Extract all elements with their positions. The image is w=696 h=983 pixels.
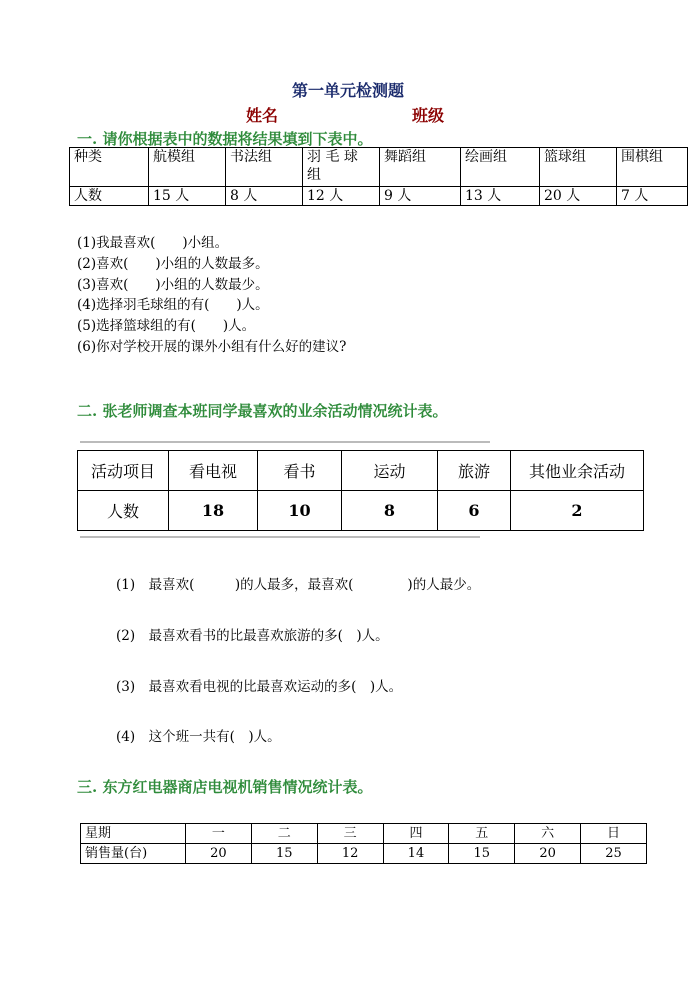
activity-cell: 运动 (342, 451, 438, 491)
category-cell: 舞蹈组 (380, 148, 461, 187)
day-cell: 一 (186, 824, 252, 844)
category-cell: 绘画组 (461, 148, 540, 187)
sales-cell: 25 (581, 844, 647, 864)
day-cell: 四 (383, 824, 449, 844)
table-row (78, 451, 644, 491)
count-cell: 7 人 (617, 187, 688, 206)
activity-cell: 看电视 (169, 451, 258, 491)
value-cell: 6 (438, 491, 511, 531)
faint-scan-line (80, 536, 480, 538)
category-cell: 羽 毛 球 组 (303, 148, 380, 187)
row-header: 种类 (70, 148, 149, 187)
section1-heading: 一. 请你根据表中的数据将结果填到下表中。 (77, 130, 373, 148)
count-cell: 15 人 (149, 187, 226, 206)
count-cell: 9 人 (380, 187, 461, 206)
category-cell: 围棋组 (617, 148, 688, 187)
table-row (81, 844, 647, 864)
question: (2) 最喜欢看书的比最喜欢旅游的多( )人。 (116, 628, 389, 644)
value-cell: 2 (511, 491, 644, 531)
activity-cell: 看书 (258, 451, 342, 491)
question: (5)选择篮球组的有( )人。 (77, 318, 256, 335)
value-cell: 18 (169, 491, 258, 531)
question: (4) 这个班一共有( )人。 (116, 729, 281, 745)
class-label: 班级 (412, 106, 445, 125)
section3-table (80, 823, 647, 864)
section1-questions (77, 233, 346, 358)
faint-scan-line (80, 441, 490, 443)
question: (4)选择羽毛球组的有( )人。 (77, 297, 269, 314)
category-cell: 书法组 (226, 148, 303, 187)
table-row (81, 824, 647, 844)
section2-heading: 二. 张老师调查本班同学最喜欢的业余活动情况统计表。 (77, 402, 448, 420)
table-row (70, 187, 688, 206)
question: (2)喜欢( )小组的人数最多。 (77, 255, 269, 272)
row-header: 星期 (81, 824, 186, 844)
row-header: 人数 (70, 187, 149, 206)
day-cell: 日 (581, 824, 647, 844)
row-header: 活动项目 (78, 451, 169, 491)
question: (6)你对学校开展的课外小组有什么好的建议? (77, 338, 347, 355)
table-row (78, 491, 644, 531)
count-cell: 20 人 (540, 187, 617, 206)
sales-cell: 14 (383, 844, 449, 864)
row-header: 人数 (78, 491, 169, 531)
section2-table (77, 450, 644, 531)
day-cell: 五 (449, 824, 515, 844)
category-cell: 篮球组 (540, 148, 617, 187)
value-cell: 8 (342, 491, 438, 531)
section3-heading: 三. 东方红电器商店电视机销售情况统计表。 (77, 778, 373, 796)
count-cell: 8 人 (226, 187, 303, 206)
table-row (70, 148, 688, 187)
name-label: 姓名 (246, 106, 279, 125)
day-cell: 二 (251, 824, 317, 844)
sales-cell: 12 (317, 844, 383, 864)
day-cell: 三 (317, 824, 383, 844)
count-cell: 12 人 (303, 187, 380, 206)
count-cell: 13 人 (461, 187, 540, 206)
activity-cell: 旅游 (438, 451, 511, 491)
page-title: 第一单元检测题 (291, 81, 404, 100)
sales-cell: 20 (186, 844, 252, 864)
sales-cell: 20 (515, 844, 581, 864)
day-cell: 六 (515, 824, 581, 844)
value-cell: 10 (258, 491, 342, 531)
question: (3)喜欢( )小组的人数最少。 (77, 276, 269, 293)
sales-cell: 15 (251, 844, 317, 864)
question: (3) 最喜欢看电视的比最喜欢运动的多( )人。 (116, 679, 403, 695)
section1-table (69, 147, 688, 206)
row-header: 销售量(台) (81, 844, 186, 864)
question: (1)我最喜欢( )小组。 (77, 235, 229, 251)
category-cell: 航模组 (149, 148, 226, 187)
activity-cell: 其他业余活动 (511, 451, 644, 491)
sales-cell: 15 (449, 844, 515, 864)
question: (1) 最喜欢( )的人最多，最喜欢( )的人最少。 (116, 577, 481, 593)
